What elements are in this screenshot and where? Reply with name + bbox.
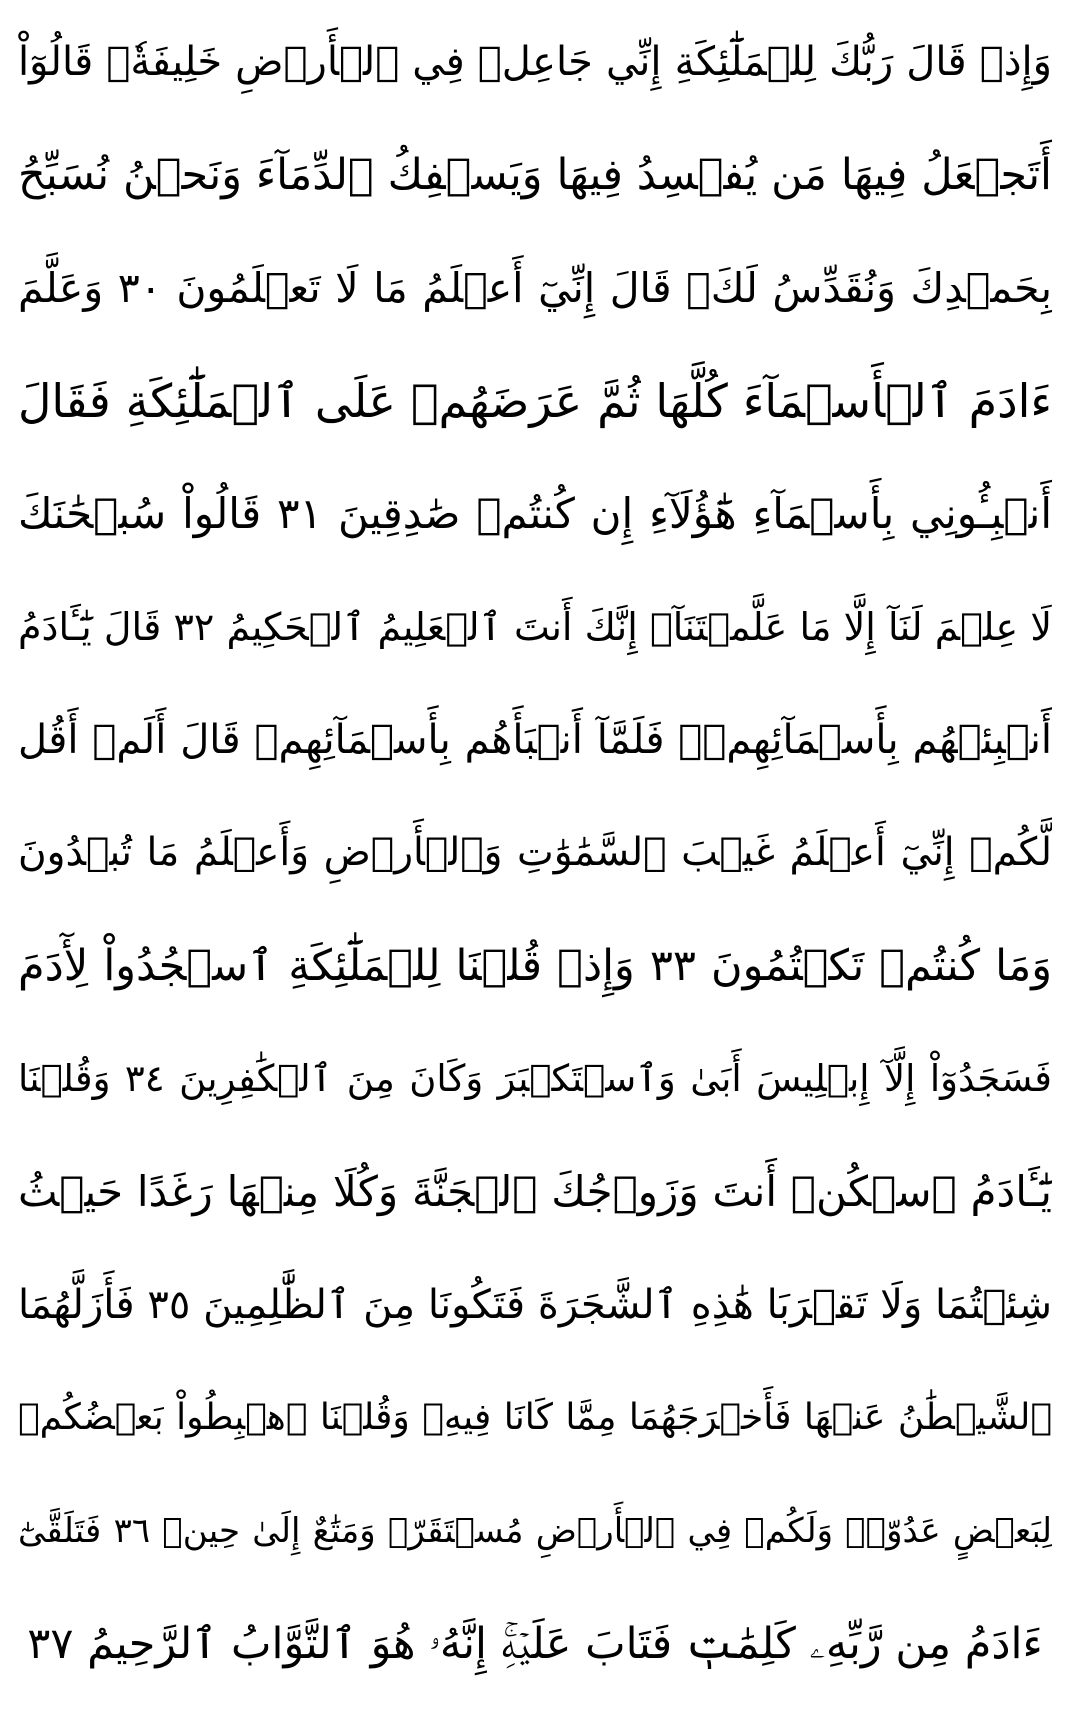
verse-line: وَمَا كُنتُمۡ تَكۡتُمُونَ ٣٣ وَإِذۡ قُلۡنَا لِلۡمَلَٰٓئِكَةِ ٱسۡجُدُواْ لِأٓدَمَ [18,941,1052,991]
verse-line: يَٰٓـَٔادَمُ ٱسۡكُنۡ أَنتَ وَزَوۡجُكَ ٱلۡجَنَّةَ وَكُلَا مِنۡهَا رَغَدًا حَيۡثُ [18,1167,1052,1216]
verse-line: فَسَجَدُوٓاْ إِلَّآ إِبۡلِيسَ أَبَىٰ وَٱسۡتَكۡبَرَ وَكَانَ مِنَ ٱلۡكَٰفِرِينَ ٣٤ وَقُلۡنَا [18,1057,1052,1100]
verse-line: لَّكُمۡ إِنِّيٓ أَعۡلَمُ غَيۡبَ ٱلسَّمَٰوَٰتِ وَٱلۡأَرۡضِ وَأَعۡلَمُ مَا تُبۡدُونَ [18,830,1052,875]
verse-line: ءَادَمَ ٱلۡأَسۡمَآءَ كُلَّهَا ثُمَّ عَرَضَهُمۡ عَلَى ٱلۡمَلَٰٓئِكَةِ فَقَالَ [18,374,1052,428]
verse-line: بِحَمۡدِكَ وَنُقَدِّسُ لَكَۖ قَالَ إِنِّيٓ أَعۡلَمُ مَا لَا تَعۡلَمُونَ ٣٠ وَعَلَّمَ [18,264,1052,312]
verse-line: ٱلشَّيۡطَٰنُ عَنۡهَا فَأَخۡرَجَهُمَا مِمَّا كَانَا فِيهِۖ وَقُلۡنَا ٱهۡبِطُواْ بَعۡضُكُمۡ [18,1397,1052,1438]
verse-line: لَا عِلۡمَ لَنَآ إِلَّا مَا عَلَّمۡتَنَآۖ إِنَّكَ أَنتَ ٱلۡعَلِيمُ ٱلۡحَكِيمُ ٣٢ قَالَ يَٰٓـَٔادَمُ [18,605,1052,649]
verse-line: ءَادَمُ مِن رَّبِّهِۦ كَلِمَٰتٖ فَتَابَ عَلَيۡهِۚ إِنَّهُۥ هُوَ ٱلتَّوَّابُ ٱلرَّحِيمُ ٣٧ [27,1619,1043,1669]
verse-line: أَتَجۡعَلُ فِيهَا مَن يُفۡسِدُ فِيهَا وَيَسۡفِكُ ٱلدِّمَآءَ وَنَحۡنُ نُسَبِّحُ [18,150,1052,200]
verse-line: شِئۡتُمَا وَلَا تَقۡرَبَا هَٰذِهِ ٱلشَّجَرَةَ فَتَكُونَا مِنَ ٱلظَّٰلِمِينَ ٣٥ فَأَزَلَّهُمَا [18,1282,1052,1328]
verse-line: وَإِذۡ قَالَ رَبُّكَ لِلۡمَلَٰٓئِكَةِ إِنِّي جَاعِلٞ فِي ٱلۡأَرۡضِ خَلِيفَةٗۖ قَالُوٓاْ [18,39,1052,85]
verse-line: أَنۢبِـُٔونِي بِأَسۡمَآءِ هَٰٓؤُلَآءِ إِن كُنتُمۡ صَٰدِقِينَ ٣١ قَالُواْ سُبۡحَٰنَكَ [18,489,1052,538]
verse-line: لِبَعۡضٍ عَدُوّٞۖ وَلَكُمۡ فِي ٱلۡأَرۡضِ مُسۡتَقَرّٞ وَمَتَٰعٌ إِلَىٰ حِينٖ ٣٦ فَتَلَقَّىٰٓ [18,1511,1052,1551]
verse-line: أَنۢبِئۡهُم بِأَسۡمَآئِهِمۡۖ فَلَمَّآ أَنۢبَأَهُم بِأَسۡمَآئِهِمۡ قَالَ أَلَمۡ أَقُل [18,717,1052,763]
